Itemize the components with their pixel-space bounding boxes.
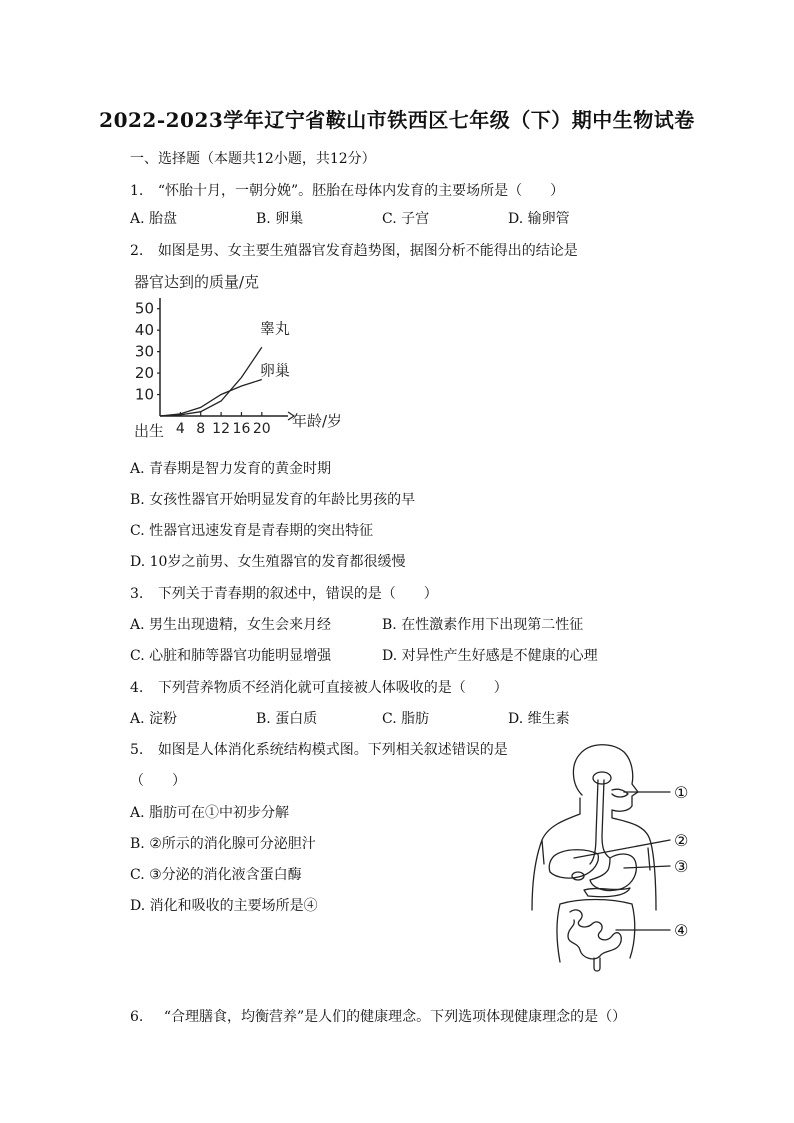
series-label-2: 卵巢: [259, 361, 290, 380]
q4-option-d: D. 维生素: [508, 711, 570, 727]
stomach: [590, 854, 636, 890]
question-text: 下列营养物质不经消化就可直接被人体吸收的是（ ）: [157, 680, 508, 696]
q5-option-b: B. ②所示的消化腺可分泌胆汁: [130, 836, 316, 852]
x-tick-label: 8: [196, 421, 206, 437]
q5-option-d: D. 消化和吸收的主要场所是④: [130, 898, 318, 914]
y-tick-label: 20: [134, 364, 154, 383]
question-1: [130, 180, 564, 200]
chart-ylabel: 器官达到的质量/克: [134, 273, 260, 291]
question-number: 3.: [130, 586, 144, 602]
q2-option-c: C. 性器官迅速发育是青春期的突出特征: [130, 523, 374, 539]
chart-x-origin-label: 出生: [134, 422, 165, 440]
q4-option-a: A. 淀粉: [130, 711, 178, 727]
x-tick-label: 20: [252, 421, 271, 437]
series-label-1: 睾丸: [259, 319, 290, 338]
q3-option-c: C. 心脏和肺等器官功能明显增强: [130, 648, 332, 664]
q1-option-c: C. 子宫: [382, 211, 430, 227]
leader-line-3: [624, 866, 670, 868]
q4-option-b: B. 蛋白质: [256, 711, 318, 727]
q1-option-b: B. 卵巢: [256, 211, 304, 227]
figure-label-2: ②: [674, 831, 689, 850]
digestive-system-figure: [520, 740, 720, 975]
q5-option-a: A. 脂肪可在①中初步分解: [130, 805, 290, 821]
y-tick-label: 50: [134, 299, 154, 318]
question-number: 1.: [130, 183, 144, 199]
question-text: 下列关于青春期的叙述中，错误的是（ ）: [157, 586, 438, 602]
page-title: 2022-2023学年辽宁省鞍山市铁西区七年级（下）期中生物试卷: [99, 108, 695, 132]
section-heading: 一、选择题（本题共12小题，共12分）: [130, 151, 376, 167]
figure-label-3: ③: [674, 857, 689, 876]
q2-option-d: D. 10岁之前男、女生殖器官的发育都很缓慢: [130, 554, 406, 570]
question-number: 4.: [130, 680, 144, 696]
y-tick-label: 40: [134, 321, 154, 340]
q1-option-d: D. 输卵管: [508, 211, 570, 227]
question-4: [130, 677, 508, 697]
q3-option-a: A. 男生出现遗精，女生会来月经: [130, 617, 332, 633]
question-number: 2.: [130, 243, 144, 259]
question-text: “合理膳食，均衡营养”是人们的健康理念。下列选项体现健康理念的是（）: [163, 1009, 627, 1025]
question-text: 如图是男、女主要生殖器官发育趋势图，据图分析不能得出的结论是: [157, 243, 578, 259]
q3-option-d: D. 对异性产生好感是不健康的心理: [382, 648, 598, 664]
q1-option-a: A. 胎盘: [130, 211, 178, 227]
q4-option-c: C. 脂肪: [382, 711, 430, 727]
question-5-blank: （ ）: [130, 773, 186, 789]
q5-option-c: C. ③分泌的消化液含蛋白酶: [130, 867, 302, 883]
mouth: [612, 789, 628, 797]
figure-label-1: ①: [674, 783, 689, 802]
question-5: [130, 739, 508, 759]
pharynx: [593, 772, 611, 784]
q2-option-b: B. 女孩性器官开始明显发育的年龄比男孩的早: [130, 492, 416, 508]
question-3: [130, 583, 438, 603]
x-tick-label: 4: [175, 421, 185, 437]
figure-label-4: ④: [674, 921, 689, 940]
leader-line-2: [574, 840, 670, 858]
organ-growth-chart: [126, 266, 366, 446]
x-tick-label: 12: [212, 421, 231, 437]
chart-xlabel: 年龄/岁: [292, 412, 343, 430]
pancreas: [584, 888, 630, 897]
x-tick-label: 16: [232, 421, 251, 437]
question-number: 6.: [130, 1009, 144, 1025]
rectum: [594, 958, 600, 971]
question-6: [130, 1006, 626, 1026]
question-text: “怀胎十月，一朝分娩”。胚胎在母体内发育的主要场所是（ ）: [157, 183, 565, 199]
question-text: 如图是人体消化系统结构模式图。下列相关叙述错误的是: [157, 742, 508, 758]
y-tick-label: 30: [134, 342, 154, 361]
question-number: 5.: [130, 742, 144, 758]
y-tick-label: 10: [134, 385, 154, 404]
q3-option-b: B. 在性激素作用下出现第二性征: [382, 617, 584, 633]
small-intestine: [568, 910, 621, 959]
q2-option-a: A. 青春期是智力发育的黄金时期: [130, 461, 332, 477]
question-2: [130, 240, 578, 260]
large-intestine: [557, 900, 635, 963]
